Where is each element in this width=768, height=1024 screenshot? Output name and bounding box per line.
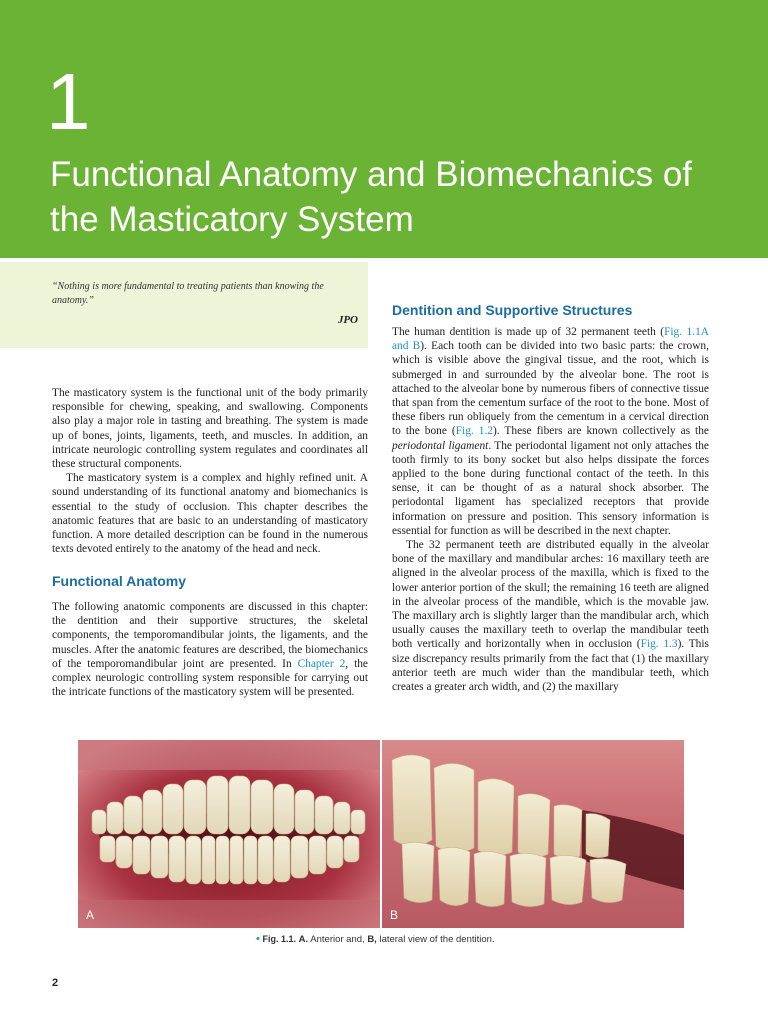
fig-1-3-link[interactable]: Fig. 1.3	[640, 638, 678, 651]
anterior-dentition-photo	[78, 740, 380, 928]
text-run: ). This size discrepancy results primarily from the fact that (1) the maxillary anterior teeth are much wider than the mandibular teeth, which creates a greater arch width, and (2) the maxillary	[392, 638, 709, 694]
text-run: The human dentition is made up of 32 permanent teeth (	[392, 326, 665, 338]
figure-label-a: A	[86, 908, 95, 922]
caption-text: Anterior and,	[308, 934, 368, 945]
lateral-teeth-illustration	[382, 740, 684, 928]
figure-caption	[256, 933, 495, 945]
epigraph-box	[0, 262, 368, 348]
intro-paragraph-1: The masticatory system is the functional unit of the body primarily responsible for chewing, speaking, and swallowing. Components also play a major role in tasting and breathing. The system is made up of bones, joints, ligaments, teeth, and muscles. In addition, an intricate neurologic controlling system regulates and coordinates all these structural components.	[52, 387, 368, 471]
caption-bullet: •	[256, 933, 260, 945]
text-run: The following anatomic components are discussed in this chapter: the dentition and their supportive structures, the skeletal components, the temporomandibular joints, the ligaments, and the muscles. After the anatomic features are described, the biomechanics of the temporomandibular joint are presented. In	[52, 601, 368, 670]
figure-label-b: B	[390, 908, 399, 922]
dentition-heading: Dentition and Supportive Structures	[392, 302, 633, 318]
dentition-paragraph-1	[392, 325, 709, 538]
dentition-paragraph-2	[392, 538, 709, 694]
epigraph-author: JPO	[337, 314, 358, 326]
dentition-text	[392, 325, 709, 694]
figure-1-1	[78, 740, 684, 928]
chapter-number: 1	[46, 57, 91, 146]
intro-text	[52, 386, 368, 556]
text-run: , the complex neurologic controlling system responsible for carrying out the intricate functions of the masticatory system will be presented.	[52, 657, 368, 699]
caption-label-a: A.	[298, 934, 309, 945]
anterior-teeth-illustration	[78, 740, 380, 928]
page-number: 2	[52, 977, 59, 989]
functional-anatomy-heading: Functional Anatomy	[52, 573, 187, 589]
text-run: . The periodontal ligament not only attaches the tooth firmly to its bony socket but also helps dissipate the forces applied to the bone during functional contact of the teeth. In this sense, it can be thought of as a natural shock absorber. The periodontal ligament has specialized receptors that provide information on pressure and position. This sensory information is essential for function as will be described in the next chapter.	[392, 439, 709, 537]
chapter-header	[0, 0, 768, 258]
text-run: ). These fibers are known collectively as the	[492, 425, 709, 438]
text-run: ). Each tooth can be divided into two basic parts: the crown, which is visible above the gingival tissue, and the root, which is submerged in and surrounded by the alveolar bone. The root is attached to the alveolar bone by numerous fibers of connective tissue that span from the cementum surface of the root to the bone. Most of these fibers run obliquely from the cementum in a cervical direction to the bone (	[392, 340, 709, 438]
periodontal-ligament-term: periodontal ligament	[392, 439, 489, 452]
fig-1-1-link[interactable]: Fig. 1.1A and B	[392, 326, 710, 353]
chapter-title: Functional Anatomy and Biomechanics of the Masticatory System	[50, 155, 693, 239]
functional-anatomy-paragraph	[52, 600, 368, 699]
fig-1-2-link[interactable]: Fig. 1.2	[455, 425, 493, 438]
caption-figure-number: Fig. 1.1.	[262, 934, 297, 944]
intro-paragraph-2: The masticatory system is a complex and highly refined unit. A sound understanding of its functional anatomy and biomechanics is essential to the study of occlusion. This chapter describes the anatomic features that are basic to an understanding of masticatory function. A more detailed description can be found in the numerous texts devoted entirely to the anatomy of the head and neck.	[52, 472, 368, 556]
caption-label-b: B,	[367, 934, 377, 945]
caption-text: lateral view of the dentition.	[376, 934, 495, 945]
text-run: The 32 permanent teeth are distributed equally in the alveolar bone of the maxillary and mandibular arches: 16 maxillary teeth are aligned in the alveolar process of the maxilla, which is fixed to the lower anterior portion of the skull; the remaining 16 teeth are aligned in the alveolar process of the mandible, which is the movable jaw. The maxillary arch is slightly larger than the mandibular arch, which usually causes the maxillary teeth to overlap the mandibular teeth both vertically and horizontally when in occlusion (	[392, 539, 709, 651]
functional-anatomy-text	[52, 600, 368, 699]
epigraph-text: “Nothing is more fundamental to treating patients than knowing the anatomy.”	[52, 281, 324, 306]
chapter-2-link[interactable]: Chapter 2	[297, 657, 346, 670]
lateral-dentition-photo	[382, 740, 684, 928]
